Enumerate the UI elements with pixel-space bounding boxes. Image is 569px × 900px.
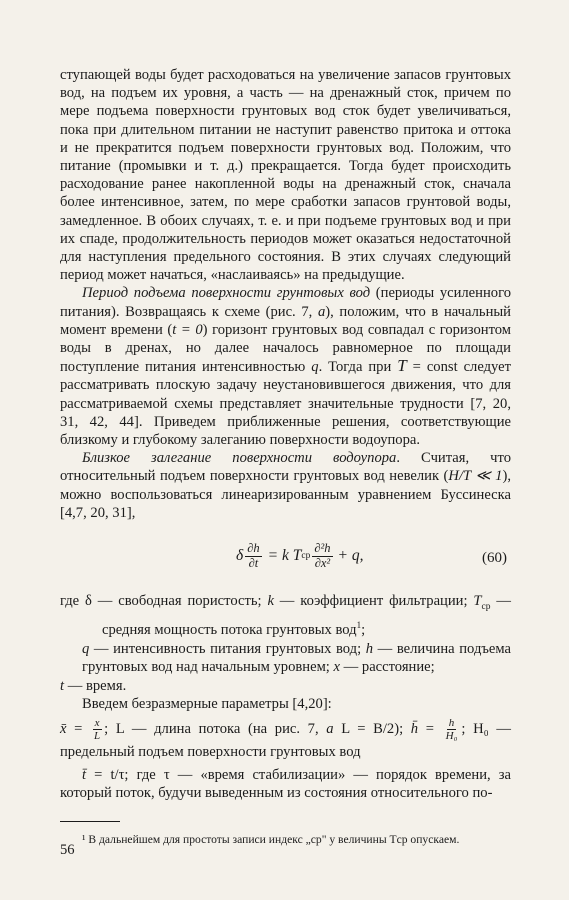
section-heading-rise-period: Период подъема поверхности грунтовых вод — [82, 285, 371, 302]
equation-number: (60) — [482, 550, 507, 567]
footnote: ¹ В дальнейшем для простоты записи индекс „ср" у величины Tср опускаем. — [82, 832, 460, 846]
definition-delta-k-T: где δ — свободная пористость; k — коэффициент фильтрации; $T_{ср}$ — средняя мощность потока грунтовых вод$^1$; — [60, 593, 511, 639]
footnote-separator — [60, 821, 120, 822]
fraction-d2h-dx2: $\frac{\text{∂²h}}{\text{∂x²}}$ — [314, 541, 331, 570]
dimensionless-x-h: x̄ = $\frac{x}{L}$ ; L — длина потока (на рис. 7, а L = B/2); h̄ = $\frac{h}{\text{H₀}}$ ; H₀ — предельный подъем поверхности грунтовых вод — [60, 717, 512, 761]
dimensionless-t: t̄ = t/τ; где τ — «время стабилизации» — порядок времени, за который поток, будучи выведенным из состояния относительного по- — [60, 767, 511, 802]
fraction-h-over-H0: $\frac{h}{\text{H₀}}$ — [445, 717, 458, 743]
fraction-dh-dt: $\frac{\partial h}{\partial t}$ — [247, 541, 260, 570]
paragraph-1: ступающей воды будет расходоваться на увеличение запасов грунтовых вод, на подъем их уровня, а часть — на дренажный сток, причем по мере подъема поверхности грунтовых вод сток будет увеличиваться, пока при длительном питании не наступит равенство притока и оттока и не прекратится подъем поверхности грунтовых вод. Положим, что питание (промывки и т. д.) прекращается. Тогда будет происходить расходование ранее накопленной воды на дренажный сток, сначала более интенсивное, затем, по мере сработки запасов грунтовой воды, замедленное. В обоих случаях, т. е. и при подъеме грунтовых вод и при их спаде, продолжительность периодов может оказаться недостаточной для наступления предельного состояния. В этих случаях следующий период может начаться, «наслаиваясь» на предыдущие. — [60, 67, 511, 284]
dimensionless-intro: Введем безразмерные параметры [4,20]: — [82, 695, 332, 712]
section-heading-shallow-aquiclude: Близкое залегание поверхности водоупора — [82, 450, 397, 467]
equation-60 — [60, 528, 511, 586]
variable-definitions — [60, 592, 511, 695]
definition-q-h-x: q — интенсивность питания грунтовых вод; h — величина подъема грунтовых вод над начальным уровнем; x — расстояние; — [82, 641, 511, 676]
fraction-x-over-L: $\frac{x}{L}$ — [94, 717, 101, 743]
footnote-marker: 1 — [356, 620, 362, 631]
equation-body: δ $\frac{\partial h}{\partial t}$ = k T ср $\frac{\text{∂²h}}{\text{∂x²}}$ + q, — [236, 541, 364, 570]
paragraph-2: Период подъема поверхности грунтовых вод (периоды усиленного питания). Возвращаясь к схеме (рис. 7, а), положим, что в начальный момент времени (t = 0) горизонт грунтовых вод совпадал с горизонтом воды в дренах, но далее началось равномерное по площади поступление питания интенсивностью q. Тогда при T = const следует рассматривать плоскую задачу неустановившегося движения, что для рассматриваемой схемы представляет значительные трудности [7, 20, 31, 42, 44]. Приведем приближенные решения, соответствующие близкому и глубокому залеганию поверхности водоупора. — [60, 285, 512, 449]
page-number: 56 — [60, 842, 75, 858]
definition-t: t — время. — [60, 677, 127, 694]
paragraph-3: Близкое залегание поверхности водоупора. Считая, что относительный подъем поверхности грунтовых вод невелик (H/T ≪ 1), можно воспользоваться линеаризированным уравнением Буссинеска [4,7, 20, 31], — [60, 450, 511, 521]
